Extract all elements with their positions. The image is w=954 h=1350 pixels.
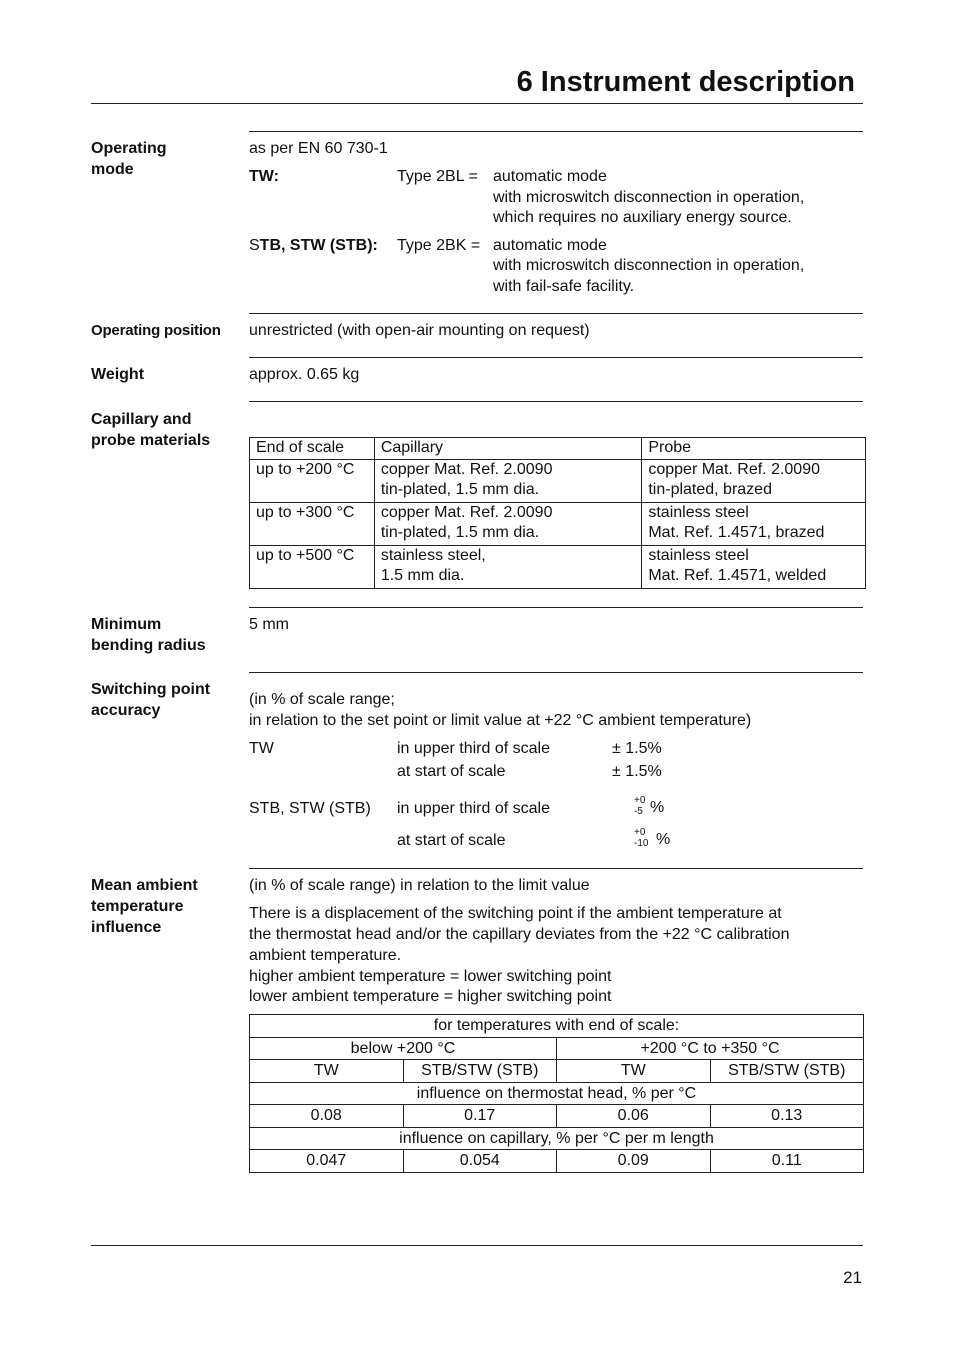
column-header: TW bbox=[557, 1060, 711, 1083]
table-cell: stainless steel, 1.5 mm dia. bbox=[374, 546, 642, 589]
table-row bbox=[250, 1150, 864, 1173]
table-header-row bbox=[250, 438, 866, 460]
bending-label: Minimum bending radius bbox=[91, 616, 206, 654]
ambient-paragraph: There is a displacement of the switching point if the ambient temperature at the thermostat head and/or the capillary deviates from the +22 °C calibration ambient temperature. bbox=[249, 905, 790, 964]
range-header: +200 °C to +350 °C bbox=[557, 1037, 864, 1060]
materials-label: Capillary and probe materials bbox=[91, 411, 211, 449]
materials-table bbox=[249, 437, 866, 589]
table-cell: 0.09 bbox=[557, 1150, 711, 1173]
column-header: STB/STW (STB) bbox=[710, 1060, 864, 1083]
standard-text: as per EN 60 730-1 bbox=[249, 140, 388, 157]
section-rule bbox=[249, 607, 863, 608]
table-cell: 0.13 bbox=[710, 1105, 864, 1128]
stb-name-bold: TB, STW (STB): bbox=[259, 237, 378, 254]
range-header: below +200 °C bbox=[250, 1037, 557, 1060]
table-cell: up to +200 °C bbox=[250, 460, 375, 503]
page-title: 6 Instrument description bbox=[516, 66, 855, 98]
table-row bbox=[250, 1105, 864, 1128]
accuracy-stb-upper: in upper third of scale bbox=[397, 800, 550, 817]
table-row bbox=[250, 1015, 864, 1038]
table-row bbox=[250, 1127, 864, 1150]
footer-rule bbox=[91, 1245, 863, 1246]
accuracy-label: Switching point accuracy bbox=[91, 681, 211, 719]
stb-name bbox=[249, 235, 378, 256]
operating-mode-label: Operating mode bbox=[91, 140, 167, 178]
table-cell: 0.17 bbox=[403, 1105, 557, 1128]
table-cell: up to +300 °C bbox=[250, 503, 375, 546]
table-cell: 0.047 bbox=[250, 1150, 404, 1173]
section-rule bbox=[249, 401, 863, 402]
stb-line3: with fail-safe facility. bbox=[493, 278, 635, 295]
table-row bbox=[250, 546, 866, 589]
tw-line2: with microswitch disconnection in operation, bbox=[493, 189, 805, 206]
accuracy-stb-start-value bbox=[634, 826, 671, 850]
stb-name-prefix: S bbox=[249, 237, 260, 254]
table-cell: 0.11 bbox=[710, 1150, 864, 1173]
section-rule bbox=[249, 672, 863, 673]
ambient-intro: (in % of scale range) in relation to the limit value bbox=[249, 877, 590, 894]
operating-position-value: unrestricted (with open-air mounting on request) bbox=[249, 322, 590, 339]
table-cell: copper Mat. Ref. 2.0090 tin-plated, 1.5 mm dia. bbox=[374, 460, 642, 503]
tolerance-stack bbox=[634, 794, 650, 818]
tolerance-sub: -5 bbox=[634, 805, 643, 817]
weight-label: Weight bbox=[91, 366, 145, 383]
table-caption: for temperatures with end of scale: bbox=[250, 1015, 864, 1038]
table-row bbox=[250, 1060, 864, 1083]
tolerance-stack bbox=[634, 826, 656, 850]
weight-value: approx. 0.65 kg bbox=[249, 366, 360, 383]
table-cell: copper Mat. Ref. 2.0090 tin-plated, brazed bbox=[642, 460, 866, 503]
tw-name: TW: bbox=[249, 168, 279, 185]
accuracy-stb-name: STB, STW (STB) bbox=[249, 800, 371, 817]
accuracy-intro-2: in relation to the set point or limit value at +22 °C ambient temperature) bbox=[249, 712, 752, 729]
table-cell: 0.08 bbox=[250, 1105, 404, 1128]
tolerance-unit: % bbox=[650, 799, 665, 816]
stb-line2: with microswitch disconnection in operation, bbox=[493, 257, 805, 274]
bending-value: 5 mm bbox=[249, 616, 289, 633]
tolerance-sub: -10 bbox=[634, 837, 649, 849]
accuracy-stb-start: at start of scale bbox=[397, 832, 506, 849]
header-cell: Capillary bbox=[374, 438, 642, 460]
accuracy-tw-upper: in upper third of scale bbox=[397, 740, 550, 757]
section-header: influence on thermostat head, % per °C bbox=[250, 1082, 864, 1105]
tolerance-sup: +0 bbox=[634, 826, 646, 838]
tolerance-sup: +0 bbox=[634, 794, 646, 806]
stb-line1: automatic mode bbox=[493, 237, 607, 254]
table-row bbox=[250, 1037, 864, 1060]
accuracy-tw-upper-value: ± 1.5% bbox=[612, 740, 662, 757]
table-row bbox=[250, 1082, 864, 1105]
table-cell: stainless steel Mat. Ref. 1.4571, brazed bbox=[642, 503, 866, 546]
table-row bbox=[250, 503, 866, 546]
table-cell: up to +500 °C bbox=[250, 546, 375, 589]
section-header: influence on capillary, % per °C per m length bbox=[250, 1127, 864, 1150]
section-rule bbox=[249, 131, 863, 132]
section-rule bbox=[249, 868, 863, 869]
table-cell: stainless steel Mat. Ref. 1.4571, welded bbox=[642, 546, 866, 589]
table-cell: copper Mat. Ref. 2.0090 tin-plated, 1.5 mm dia. bbox=[374, 503, 642, 546]
section-rule bbox=[249, 357, 863, 358]
ambient-table bbox=[249, 1014, 864, 1173]
tolerance-unit: % bbox=[656, 831, 671, 848]
column-header: TW bbox=[250, 1060, 404, 1083]
table-cell: 0.054 bbox=[403, 1150, 557, 1173]
accuracy-tw-start-value: ± 1.5% bbox=[612, 763, 662, 780]
table-row bbox=[250, 460, 866, 503]
page-number: 21 bbox=[843, 1268, 862, 1287]
header-cell: End of scale bbox=[250, 438, 375, 460]
accuracy-stb-upper-value bbox=[634, 794, 665, 818]
ambient-lower: lower ambient temperature = higher switching point bbox=[249, 988, 612, 1005]
ambient-label: Mean ambient temperature influence bbox=[91, 877, 198, 936]
stb-type: Type 2BK = bbox=[397, 237, 481, 254]
tw-line3: which requires no auxiliary energy source. bbox=[493, 209, 792, 226]
operating-position-label: Operating position bbox=[91, 322, 221, 339]
section-rule bbox=[249, 313, 863, 314]
ambient-higher: higher ambient temperature = lower switching point bbox=[249, 968, 612, 985]
accuracy-tw-start: at start of scale bbox=[397, 763, 506, 780]
column-header: STB/STW (STB) bbox=[403, 1060, 557, 1083]
accuracy-intro-1: (in % of scale range; bbox=[249, 691, 395, 708]
tw-type: Type 2BL = bbox=[397, 168, 478, 185]
tw-line1: automatic mode bbox=[493, 168, 607, 185]
header-rule bbox=[91, 103, 863, 104]
accuracy-tw-name: TW bbox=[249, 740, 274, 757]
table-cell: 0.06 bbox=[557, 1105, 711, 1128]
header-cell: Probe bbox=[642, 438, 866, 460]
